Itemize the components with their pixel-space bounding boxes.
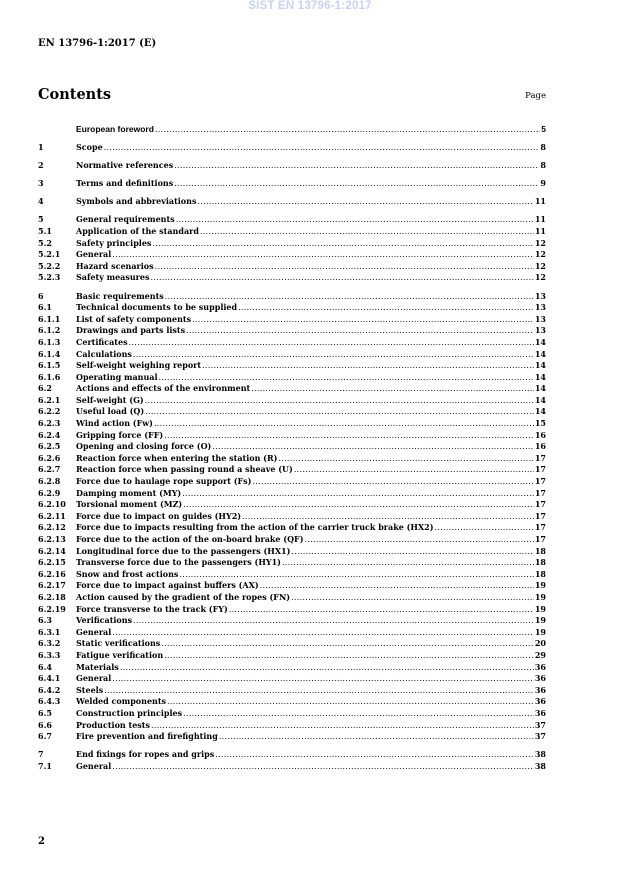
toc-entry-page: 16 [534,441,546,452]
toc-entry-page: 18 [534,557,546,568]
toc-dot-leader [152,238,533,250]
toc-entry[interactable] [38,662,546,674]
toc-entry-title: Terms and definitions [76,178,174,189]
toc-entry-number: 7.1 [38,760,52,771]
toc-entry[interactable] [38,418,546,430]
toc-entry-page: 19 [534,591,546,602]
toc-entry-title: General [76,626,112,637]
toc-dot-leader [155,124,540,136]
toc-dot-leader [151,272,534,284]
toc-entry-number: 5 [38,214,44,225]
toc-entry[interactable] [38,395,546,407]
toc-dot-leader [112,673,534,685]
toc-entry-page: 12 [534,260,546,271]
toc-entry-page: 14 [534,360,546,371]
toc-entry-title: Normative references [76,160,174,171]
toc-entry-number: 6.2.3 [38,418,61,429]
toc-entry-number: 6.3.2 [38,638,61,649]
toc-entry-number: 5.2 [38,237,52,248]
toc-entry-number: 6.2.13 [38,534,66,544]
toc-entry-number: 6.2.5 [38,441,61,452]
toc-entry-number: 6.2.12 [38,522,66,533]
toc-entry-page: 11 [534,214,546,225]
toc-entry-title: Production tests [76,719,151,730]
toc-entry-number: 6.3.1 [38,626,61,637]
toc-entry-number: 6.2 [38,383,52,394]
toc-entry-page: 17 [534,487,546,498]
toc-entry[interactable] [38,749,546,761]
toc-dot-leader [120,662,534,674]
toc-entry[interactable] [38,178,546,190]
toc-entry[interactable] [38,291,546,303]
toc-entry-number: 7 [38,749,44,760]
toc-dot-leader [145,395,534,407]
toc-entry-number: 6.2.19 [38,603,66,614]
toc-entry-title: Damping moment (MY) [76,487,182,498]
toc-dot-leader [112,627,534,639]
toc-dot-leader [219,731,534,743]
toc-dot-leader [164,650,534,662]
toc-entry[interactable] [38,406,546,418]
toc-entry-title: Materials [76,661,119,672]
toc-entry-page: 18 [534,545,546,556]
toc-entry-title: Useful load (Q) [76,406,145,417]
toc-entry[interactable] [38,761,546,773]
toc-dot-leader [167,696,534,708]
toc-entry-number: 6.4.1 [38,673,61,684]
toc-entry-page: 11 [534,226,546,237]
page-number: 2 [38,836,45,847]
toc-entry-title: Symbols and abbreviations [76,196,197,207]
toc-entry-title: Force due to impact on guides (HY2) [76,510,242,521]
toc-entry-page: 17 [534,476,546,487]
contents-heading: Contents [38,86,112,103]
toc-entry-title: Wind action (Fw) [76,418,153,429]
toc-dot-leader [104,685,534,697]
toc-entry-number: 6.4 [38,661,52,672]
toc-entry-number: 6.2.1 [38,394,61,405]
toc-entry-number: 6.2.16 [38,568,66,579]
toc-dot-leader [197,196,533,208]
toc-entry-page: 37 [534,719,546,730]
toc-entry[interactable] [38,430,546,442]
toc-entry[interactable] [38,650,546,662]
toc-entry-number: 5.2.3 [38,272,61,283]
toc-entry-page: 12 [534,272,546,283]
toc-entry-page: 38 [534,749,546,760]
toc-entry-page: 13 [534,325,546,336]
toc-entry-title: Force due to the action of the on-board brake (QF) [76,534,304,544]
toc-entry[interactable] [38,511,546,523]
toc-entry-title: Fatigue verification [76,649,164,660]
toc-entry[interactable] [38,569,546,581]
toc-entry-number: 6.3 [38,615,52,626]
toc-entry-title: General [76,673,112,684]
toc-entry-title: List of safety components [76,313,192,324]
toc-entry-title: Welded components [76,696,167,707]
toc-entry-number: 6.2.7 [38,464,61,475]
toc-entry-title: Self-weight weighing report [76,360,202,371]
toc-entry[interactable] [38,196,546,208]
toc-entry[interactable] [38,615,546,627]
toc-dot-leader [176,214,534,226]
toc-dot-leader [251,383,534,395]
toc-entry-number: 6.2.11 [38,510,66,521]
toc-entry-number: 6.7 [38,731,52,742]
toc-entry-title: European foreword [76,124,154,134]
toc-entry[interactable] [38,464,546,476]
toc-entry-number: 6.2.17 [38,580,66,591]
toc-dot-leader [229,604,534,616]
toc-entry-page: 20 [534,638,546,649]
toc-dot-leader [238,302,534,314]
toc-entry[interactable] [38,731,546,743]
toc-dot-leader [133,349,534,361]
toc-entry[interactable] [38,383,546,395]
toc-dot-leader [435,522,534,534]
table-of-contents [38,124,546,772]
toc-entry[interactable] [38,708,546,720]
toc-entry-title: Application of the standard [76,226,199,237]
toc-entry-page: 17 [534,464,546,475]
toc-entry-title: Force transverse to the track (FY) [76,603,228,614]
toc-dot-leader [278,453,533,465]
toc-entry-title: Fire prevention and firefighting [76,731,218,742]
toc-entry-title: Construction principles [76,707,183,718]
toc-dot-leader [294,464,534,476]
toc-entry-number: 5.2.2 [38,260,61,271]
toc-dot-leader [186,325,534,337]
toc-entry-number: 2 [38,160,44,171]
toc-entry[interactable] [38,337,546,349]
toc-entry-number: 6.2.18 [38,591,66,602]
toc-entry-title: Transverse force due to the passengers (HY1) [76,557,281,568]
toc-entry-number: 6.1.2 [38,325,61,336]
toc-entry-page: 36 [534,673,546,684]
toc-entry[interactable] [38,441,546,453]
toc-entry-number: 6.1.6 [38,371,61,382]
toc-entry[interactable] [38,360,546,372]
toc-dot-leader [183,708,534,720]
toc-dot-leader [282,557,534,569]
toc-entry-number: 6.1.3 [38,336,61,347]
toc-entry-title: Drawings and parts lists [76,325,186,336]
toc-entry-page: 19 [534,615,546,626]
toc-entry-number: 6.1.1 [38,313,61,324]
toc-entry-page: 36 [534,707,546,718]
toc-entry-page: 18 [534,568,546,579]
toc-entry[interactable] [38,557,546,569]
toc-entry-title: Snow and frost actions [76,568,179,579]
toc-entry[interactable] [38,488,546,500]
toc-entry-page: 9 [540,178,546,189]
toc-entry-number: 1 [38,142,44,153]
toc-entry[interactable] [38,160,546,172]
toc-dot-leader [200,226,534,238]
toc-entry-number: 6.3.3 [38,649,61,660]
toc-entry-title: Gripping force (FF) [76,429,164,440]
toc-entry-title: Safety principles [76,237,152,248]
toc-entry-page: 14 [534,383,546,394]
toc-entry[interactable] [38,604,546,616]
toc-entry[interactable] [38,349,546,361]
toc-entry-title: General [76,249,112,260]
toc-entry-page: 14 [534,371,546,382]
toc-entry-page: 13 [534,290,546,301]
toc-entry-title: Longitudinal force due to the passengers (HX1) [76,545,291,556]
toc-dot-leader [252,476,533,488]
toc-entry-number: 6.1.5 [38,360,61,371]
toc-entry-page: 38 [534,760,546,771]
toc-dot-leader [291,592,534,604]
toc-entry-number: 6.2.6 [38,452,61,463]
toc-entry-title: Force due to impact against buffers (AX) [76,580,259,591]
toc-dot-leader [182,488,534,500]
toc-entry-page: 17 [534,452,546,463]
toc-entry-number: 6.2.2 [38,406,61,417]
toc-entry-page: 19 [534,626,546,637]
toc-entry-title: Static verifications [76,638,161,649]
toc-entry-title: Hazard scenarios [76,260,154,271]
toc-entry[interactable] [38,372,546,384]
toc-dot-leader [179,569,533,581]
toc-entry[interactable] [38,592,546,604]
toc-entry-page: 29 [534,649,546,660]
toc-entry-title: Reaction force when passing round a sheave (U) [76,464,293,475]
toc-dot-leader [129,337,534,349]
document-identifier: EN 13796-1:2017 (E) [38,38,157,49]
toc-dot-leader [260,580,534,592]
toc-entry-title: Opening and closing force (O) [76,441,212,452]
toc-dot-leader [202,360,534,372]
toc-entry-title: Actions and effects of the environment [76,383,251,394]
toc-entry-number: 6.6 [38,719,52,730]
toc-entry-title: Reaction force when entering the station (R) [76,452,278,463]
toc-entry-number: 6.2.4 [38,429,61,440]
toc-entry-number: 6 [38,290,44,301]
toc-dot-leader [104,142,540,154]
toc-entry-title: Technical documents to be supplied [76,302,238,313]
toc-entry-number: 6.2.15 [38,557,66,568]
toc-entry-title: Operating manual [76,371,158,382]
toc-entry-number: 6.2.9 [38,487,61,498]
toc-entry[interactable] [38,272,546,284]
toc-dot-leader [133,615,534,627]
toc-entry[interactable] [38,476,546,488]
toc-dot-leader [158,372,533,384]
toc-entry-number: 6.2.10 [38,499,66,510]
toc-entry-page: 13 [534,302,546,313]
toc-dot-leader [161,638,534,650]
toc-entry[interactable] [38,685,546,697]
toc-entry[interactable] [38,214,546,226]
toc-entry-title: Safety measures [76,272,150,283]
toc-entry-number: 3 [38,178,44,189]
toc-entry[interactable] [38,453,546,465]
toc-entry-page: 5 [541,124,546,134]
toc-entry-title: Action caused by the gradient of the ropes (FN) [76,591,291,602]
toc-entry-page: 8 [540,142,546,153]
toc-entry[interactable] [38,534,546,546]
toc-entry[interactable] [38,546,546,558]
toc-entry[interactable] [38,580,546,592]
toc-dot-leader [154,418,534,430]
toc-entry-page: 36 [534,684,546,695]
toc-entry-number: 6.1 [38,302,52,313]
toc-entry[interactable] [38,673,546,685]
toc-entry-page: 14 [534,406,546,417]
toc-entry-title: Calculations [76,348,132,359]
toc-entry-page: 14 [534,348,546,359]
toc-entry-page: 17 [534,522,546,533]
toc-entry[interactable] [38,302,546,314]
toc-entry-page: 15 [534,418,546,429]
toc-entry-title: General requirements [76,214,175,225]
toc-entry-page: 37 [534,731,546,742]
toc-entry[interactable] [38,238,546,250]
toc-dot-leader [192,314,534,326]
toc-entry[interactable] [38,249,546,261]
toc-entry[interactable] [38,325,546,337]
toc-dot-leader [215,749,534,761]
toc-entry[interactable] [38,499,546,511]
toc-entry-page: 12 [534,237,546,248]
toc-entry-page: 11 [534,196,546,207]
toc-entry-title: Basic requirements [76,290,164,301]
page-column-heading: Page [525,91,546,101]
toc-entry-page: 17 [534,534,546,544]
toc-entry-title: Steels [76,684,104,695]
toc-dot-leader [305,534,534,546]
toc-entry[interactable] [38,627,546,639]
toc-entry-title: Verifications [76,615,133,626]
toc-dot-leader [165,291,534,303]
toc-entry-title: General [76,760,112,771]
toc-entry-page: 36 [534,661,546,672]
toc-entry-page: 13 [534,313,546,324]
toc-dot-leader [112,249,534,261]
toc-dot-leader [112,761,534,773]
toc-dot-leader [291,546,533,558]
toc-entry-number: 6.2.8 [38,476,61,487]
toc-entry[interactable] [38,124,546,136]
toc-dot-leader [151,720,534,732]
toc-entry-number: 6.1.4 [38,348,61,359]
toc-entry-page: 36 [534,696,546,707]
toc-entry[interactable] [38,314,546,326]
toc-entry-page: 17 [534,499,546,510]
toc-entry[interactable] [38,142,546,154]
toc-entry[interactable] [38,696,546,708]
toc-entry-page: 14 [534,394,546,405]
toc-entry-page: 17 [534,510,546,521]
toc-entry-title: Certificates [76,336,128,347]
toc-entry[interactable] [38,638,546,650]
toc-entry-page: 19 [534,603,546,614]
toc-entry-page: 14 [534,336,546,347]
toc-entry-number: 6.4.2 [38,684,61,695]
toc-entry-page: 8 [540,160,546,171]
toc-dot-leader [145,406,534,418]
toc-entry-title: Scope [76,142,103,153]
toc-entry[interactable] [38,720,546,732]
toc-dot-leader [174,178,539,190]
toc-entry-number: 6.5 [38,707,52,718]
toc-entry-page: 19 [534,580,546,591]
watermark-text: SIST EN 13796-1:2017 [248,0,372,12]
toc-entry-title: End fixings for ropes and grips [76,749,215,760]
toc-dot-leader [155,261,534,273]
toc-entry-number: 6.4.3 [38,696,61,707]
toc-entry[interactable] [38,226,546,238]
toc-entry-page: 12 [534,249,546,260]
toc-dot-leader [174,160,539,172]
toc-entry-title: Force due to impacts resulting from the action of the carrier truck brake (HX2) [76,522,434,533]
toc-dot-leader [183,499,534,511]
toc-entry-number: 5.1 [38,226,52,237]
toc-entry[interactable] [38,522,546,534]
toc-entry-number: 6.2.14 [38,545,66,556]
toc-entry-title: Self-weight (G) [76,394,144,405]
toc-entry[interactable] [38,261,546,273]
toc-entry-number: 5.2.1 [38,249,61,260]
toc-entry-title: Force due to haulage rope support (Fs) [76,476,252,487]
toc-dot-leader [212,441,534,453]
toc-dot-leader [164,430,534,442]
toc-entry-page: 16 [534,429,546,440]
toc-entry-number: 4 [38,196,44,207]
toc-dot-leader [242,511,534,523]
toc-entry-title: Torsional moment (MZ) [76,499,183,510]
